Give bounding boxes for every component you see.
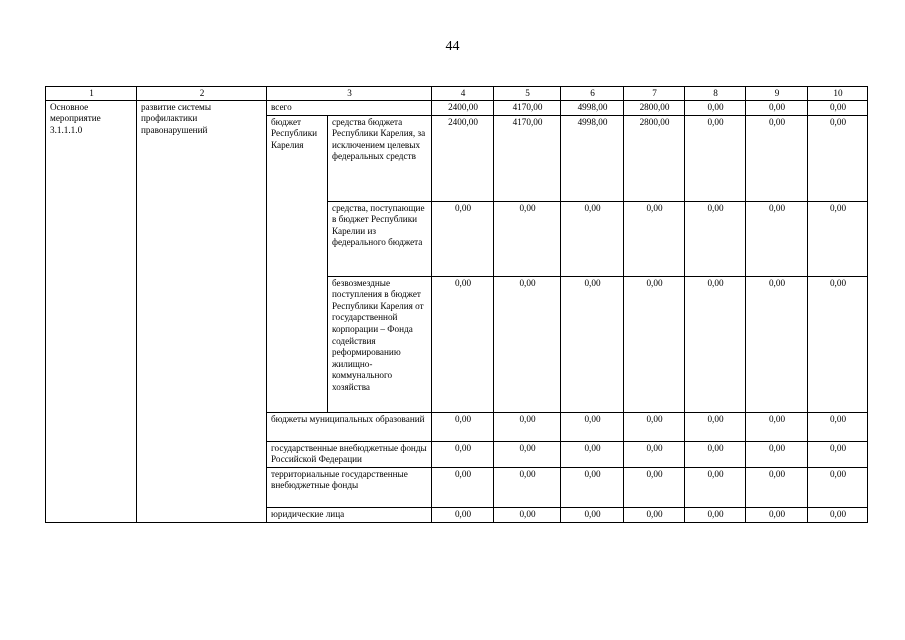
value-cell: 0,00: [561, 412, 624, 441]
value-cell: 0,00: [808, 507, 868, 522]
value-cell: 0,00: [808, 276, 868, 412]
column-header-3: 3: [267, 87, 432, 101]
value-cell: 0,00: [685, 115, 746, 201]
value-cell: 0,00: [624, 201, 685, 276]
value-cell: 0,00: [746, 276, 808, 412]
source-label: всего: [267, 100, 432, 115]
value-cell: 4170,00: [494, 115, 561, 201]
value-cell: 0,00: [561, 467, 624, 507]
measure-goal-cell: развитие системы профилактики правонарушений: [137, 100, 267, 522]
column-header-9: 9: [746, 87, 808, 101]
value-cell: 4170,00: [494, 100, 561, 115]
column-header-2: 2: [137, 87, 267, 101]
page-number: 44: [445, 39, 460, 54]
value-cell: 0,00: [624, 507, 685, 522]
value-cell: 0,00: [494, 441, 561, 467]
value-cell: 0,00: [432, 201, 494, 276]
value-cell: 0,00: [808, 115, 868, 201]
value-cell: 2800,00: [624, 100, 685, 115]
value-cell: 0,00: [494, 412, 561, 441]
column-header-6: 6: [561, 87, 624, 101]
value-cell: 2800,00: [624, 115, 685, 201]
value-cell: 0,00: [685, 507, 746, 522]
value-cell: 0,00: [494, 507, 561, 522]
value-cell: 0,00: [685, 412, 746, 441]
value-cell: 0,00: [746, 412, 808, 441]
value-cell: 0,00: [624, 441, 685, 467]
value-cell: 0,00: [494, 201, 561, 276]
column-header-5: 5: [494, 87, 561, 101]
column-header-8: 8: [685, 87, 746, 101]
column-header-4: 4: [432, 87, 494, 101]
column-header-7: 7: [624, 87, 685, 101]
value-cell: 2400,00: [432, 100, 494, 115]
header-row: [46, 87, 868, 101]
value-cell: 0,00: [432, 467, 494, 507]
value-cell: 0,00: [561, 276, 624, 412]
column-header-10: 10: [808, 87, 868, 101]
value-cell: 0,00: [432, 412, 494, 441]
value-cell: 0,00: [685, 201, 746, 276]
value-cell: 0,00: [624, 276, 685, 412]
value-cell: 0,00: [561, 201, 624, 276]
value-cell: 0,00: [808, 412, 868, 441]
value-cell: 0,00: [685, 467, 746, 507]
regional-budget-label: бюджет Республики Карелия: [267, 115, 328, 412]
value-cell: 0,00: [808, 441, 868, 467]
value-cell: 0,00: [561, 507, 624, 522]
source-label: территориальные государственные внебюджетные фонды: [267, 467, 432, 507]
source-label: средства, поступающие в бюджет Республики Карелии из федерального бюджета: [328, 201, 432, 276]
value-cell: 0,00: [808, 467, 868, 507]
value-cell: 2400,00: [432, 115, 494, 201]
measure-name-cell: Основное мероприятие 3.1.1.1.0: [46, 100, 137, 522]
value-cell: 4998,00: [561, 115, 624, 201]
source-label: государственные внебюджетные фонды Российской Федерации: [267, 441, 432, 467]
table-row: [46, 100, 868, 115]
value-cell: 0,00: [494, 467, 561, 507]
value-cell: 0,00: [432, 441, 494, 467]
value-cell: 0,00: [561, 441, 624, 467]
value-cell: 0,00: [808, 100, 868, 115]
value-cell: 0,00: [624, 467, 685, 507]
value-cell: 0,00: [685, 441, 746, 467]
value-cell: 0,00: [746, 467, 808, 507]
value-cell: 0,00: [432, 507, 494, 522]
value-cell: 0,00: [746, 201, 808, 276]
value-cell: 0,00: [624, 412, 685, 441]
source-label: безвозмездные поступления в бюджет Республики Карелия от государственной корпорации – Фонда содействия реформированию жилищно-коммунального хозяйства: [328, 276, 432, 412]
funding-table: [45, 86, 868, 523]
value-cell: 0,00: [746, 507, 808, 522]
value-cell: 0,00: [685, 100, 746, 115]
value-cell: 0,00: [746, 100, 808, 115]
source-label: средства бюджета Республики Карелия, за исключением целевых федеральных средств: [328, 115, 432, 201]
value-cell: 0,00: [746, 115, 808, 201]
source-label: юридические лица: [267, 507, 432, 522]
value-cell: 0,00: [685, 276, 746, 412]
value-cell: 4998,00: [561, 100, 624, 115]
value-cell: 0,00: [746, 441, 808, 467]
column-header-1: 1: [46, 87, 137, 101]
value-cell: 0,00: [494, 276, 561, 412]
value-cell: 0,00: [432, 276, 494, 412]
source-label: бюджеты муниципальных образований: [267, 412, 432, 441]
value-cell: 0,00: [808, 201, 868, 276]
